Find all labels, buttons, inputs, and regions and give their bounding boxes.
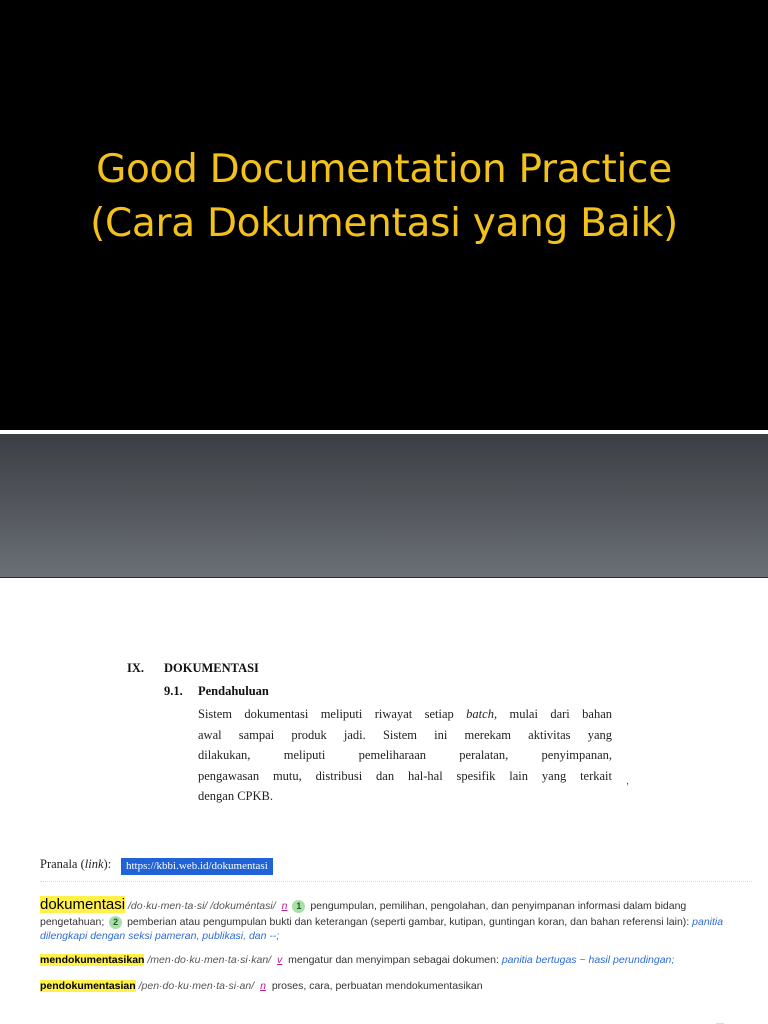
dictionary-entry-dokumentasi (40, 897, 686, 914)
syllabification: /do·ku·men·ta·si/ (127, 900, 208, 912)
sense-number: 1 (292, 900, 305, 913)
phonetic: /dokuméntasi/ (210, 900, 276, 912)
section-heading (127, 661, 259, 676)
title-slide (0, 0, 768, 430)
blank-slide (0, 434, 768, 578)
dictionary-entry-mendokumentasikan (40, 952, 674, 968)
headword: mendokumentasikan (40, 954, 145, 966)
title-line-1: Good Documentation Practice (96, 147, 672, 192)
subsection-number: 9.1. (164, 684, 183, 698)
document-slide (0, 578, 768, 1024)
definition: mengatur dan menyimpan sebagai dokumen: (288, 954, 499, 966)
definition: pemberian atau pengumpulan bukti dan keterangan (seperti gambar, kutipan, guntingan koran, dan bahan referensi lain): (127, 916, 690, 928)
example: panitia bertugas ~ hasil perundingan; (501, 954, 675, 966)
cursor-mark: , (626, 775, 630, 787)
divider (40, 881, 752, 882)
title-line-2: (Cara Dokumentasi yang Baik) (90, 201, 678, 246)
kbbi-link[interactable]: https://kbbi.web.id/dokumentasi (121, 858, 273, 875)
definition: pengetahuan; (40, 916, 105, 928)
syllabification: /men·do·ku·men·ta·si·kan/ (147, 954, 272, 966)
definition: proses, cara, perbuatan mendokumentasikan (271, 980, 483, 992)
headword: dokumentasi (40, 896, 126, 913)
section-number: IX. (127, 661, 145, 675)
example: dilengkapi dengan seksi pameran, publikasi, dan --; (40, 930, 280, 942)
paragraph-line: awal sampai produk jadi. Sistem ini merekam aktivitas yang (198, 727, 612, 742)
syllabification: /pen·do·ku·men·ta·si·an/ (138, 980, 255, 992)
paragraph-line: dilakukan, meliputi pemeliharaan peralatan, penyimpanan, (198, 748, 612, 762)
subsection-heading (164, 684, 269, 699)
paragraph-line: dengan CPKB. (198, 789, 273, 803)
part-of-speech[interactable]: n (281, 900, 288, 912)
subsection-title: Pendahuluan (198, 684, 269, 698)
definition: pengumpulan, pemilihan, pengolahan, dan penyimpanan informasi dalam bidang (310, 900, 687, 912)
dictionary-entry-pendokumentasian (40, 978, 483, 994)
part-of-speech[interactable]: v (277, 954, 283, 966)
dictionary-entry-continuation (40, 928, 279, 944)
slide-title (0, 143, 768, 251)
section-title: DOKUMENTASI (164, 661, 259, 675)
headword: pendokumentasian (40, 980, 136, 992)
part-of-speech[interactable]: n (260, 980, 266, 992)
paragraph-line: Sistem dokumentasi meliputi riwayat setiap batch, mulai dari bahan (198, 707, 612, 721)
intro-paragraph (198, 704, 612, 807)
sense-number: 2 (109, 916, 122, 929)
paragraph-line: pengawasan mutu, distribusi dan hal-hal spesifik lain yang terkait (198, 768, 612, 783)
example: panitia (692, 916, 724, 928)
pranala-label: Pranala (link): (40, 857, 112, 871)
